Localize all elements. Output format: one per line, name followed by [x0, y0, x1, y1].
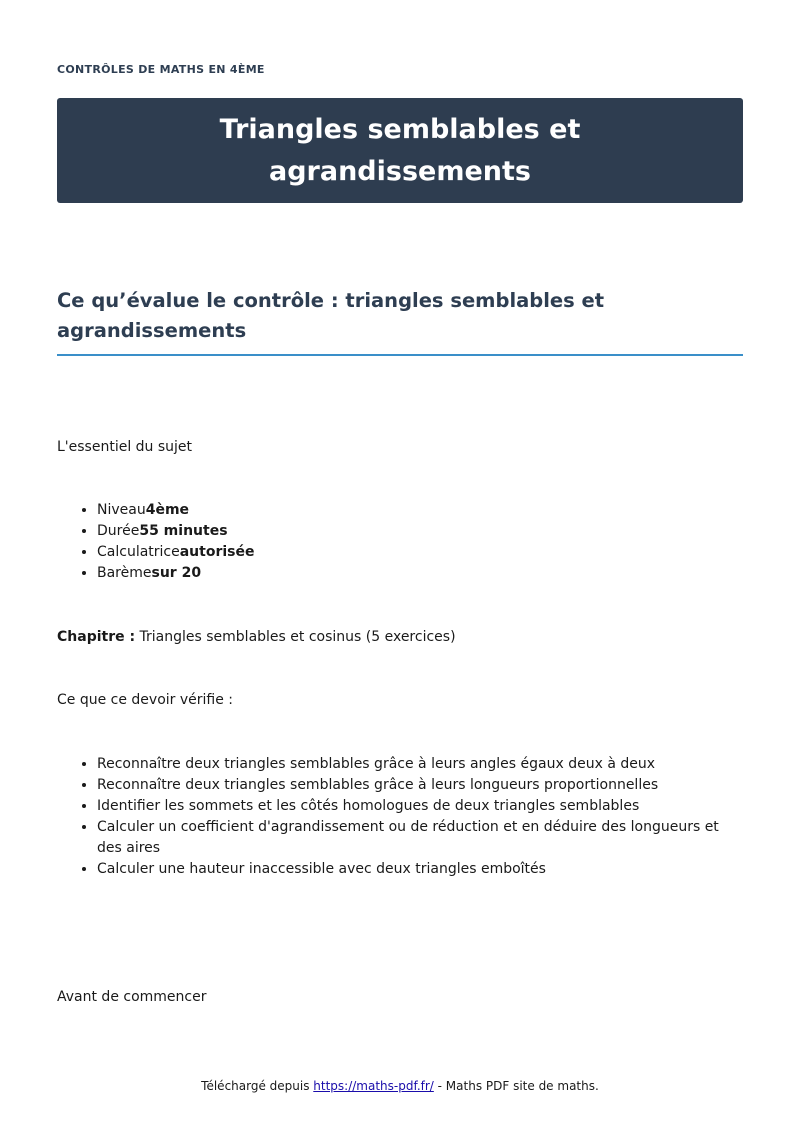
series-kicker: CONTRÔLES DE MATHS EN 4ÈME [57, 63, 265, 76]
list-item [97, 563, 743, 584]
list-item [97, 500, 743, 521]
list-item: • Calculer une hauteur inaccessible avec deux triangles emboîtés [97, 859, 743, 880]
list-item: • Reconnaître deux triangles semblables grâce à leurs longueurs proportionnelles [97, 775, 743, 796]
list-item [97, 521, 743, 542]
verifie-heading: Ce que ce devoir vérifie : [57, 692, 234, 708]
verifie-list [57, 754, 743, 880]
list-item: • Identifier les sommets et les côtés homologues de deux triangles semblables [97, 796, 743, 817]
chapitre-line [57, 627, 456, 648]
list-item [97, 542, 743, 563]
footer [0, 1079, 800, 1093]
item-value: 55 minutes [139, 523, 228, 539]
list-item: • Calculer un coefficient d'agrandissement ou de réduction et en déduire des longueurs et des aires [97, 817, 743, 859]
footer-prefix: Téléchargé depuis [201, 1079, 314, 1093]
list-item: • Reconnaître deux triangles semblables grâce à leurs angles égaux deux à deux [97, 754, 743, 775]
title-banner [57, 98, 743, 203]
chapitre-text: Triangles semblables et cosinus (5 exercices) [135, 629, 456, 645]
avant-heading: Avant de commencer [57, 989, 207, 1005]
chapitre-label: Chapitre : [57, 629, 136, 645]
footer-suffix: - Maths PDF site de maths. [433, 1079, 599, 1093]
item-label: Barème [97, 565, 152, 581]
section-title: Ce qu’évalue le contrôle : triangles semblables et agrandissements [57, 286, 743, 356]
essentiel-list [57, 500, 743, 584]
item-label: Durée [97, 523, 140, 539]
item-label: Calculatrice [97, 544, 180, 560]
item-value: 4ème [145, 502, 190, 518]
footer-link[interactable]: https://maths-pdf.fr/ [313, 1079, 434, 1093]
item-value: sur 20 [151, 565, 202, 581]
item-label: Niveau [97, 502, 146, 518]
essentiel-heading: L'essentiel du sujet [57, 439, 193, 455]
page-title: Triangles semblables et agrandissements [219, 113, 581, 187]
item-value: autorisée [179, 544, 255, 560]
